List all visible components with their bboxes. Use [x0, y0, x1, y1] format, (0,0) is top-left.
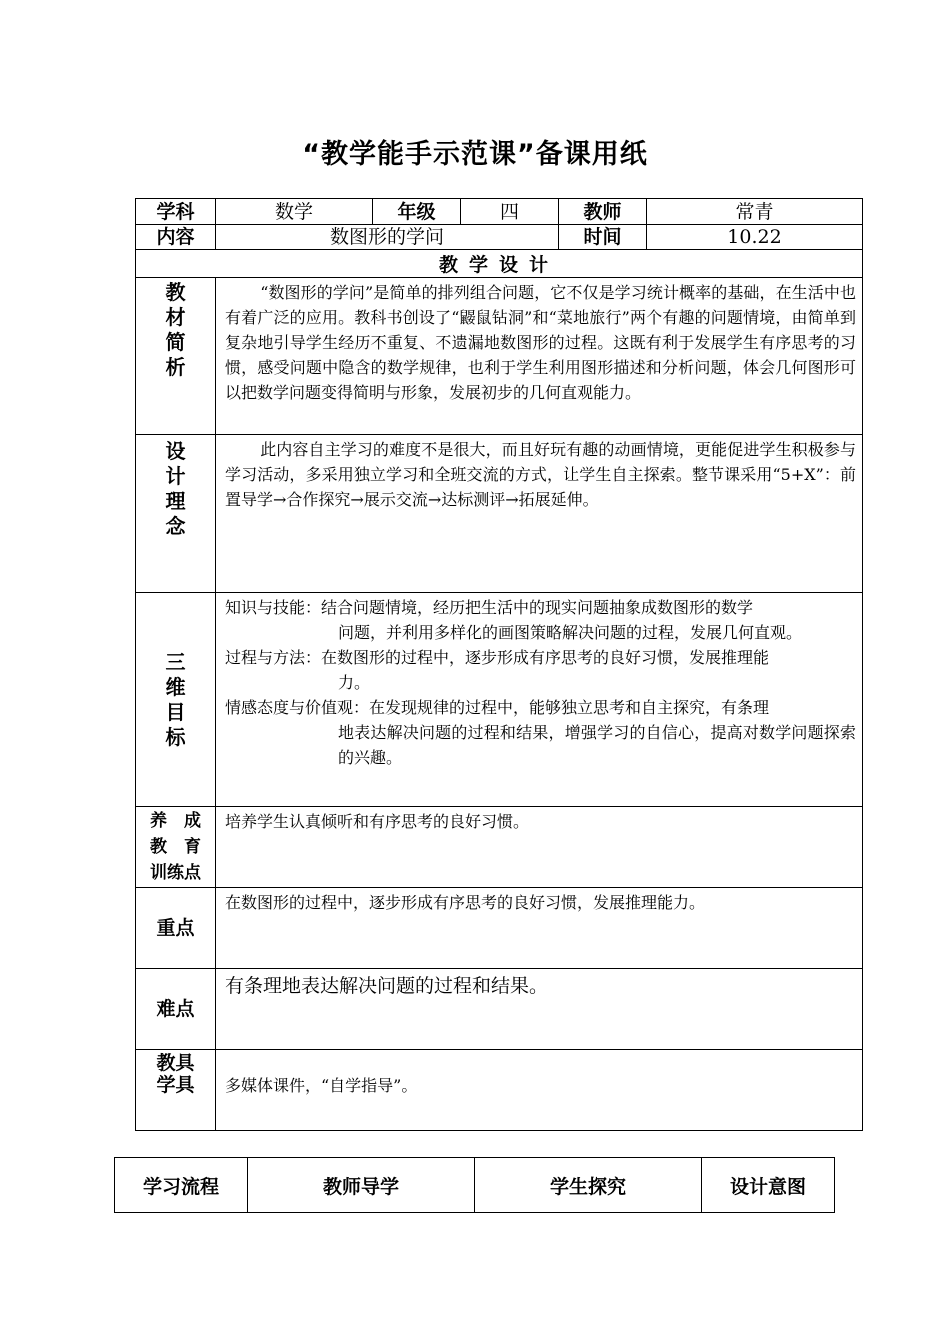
material-text: “数图形的学问”是简单的排列组合问题，它不仅是学习统计概率的基础，在生活中也有着广泛的应用。教科书创设了“鼹鼠钻洞”和“菜地旅行”两个有趣的问题情境，由简单到复杂地引导学生经历不重复、不遗漏地数图形的过程。这既有利于发展学生有序思考的习惯，感受问题中隐含的数学规律，也利于学生利用图形描述和分析问题，体会几何图形可以把数学问题变得简明与形象，发展初步的几何直观能力。	[216, 278, 863, 435]
goals-label: 三 维 目 标	[136, 593, 216, 807]
key-point-row	[136, 888, 863, 969]
flow-col-process: 学习流程	[115, 1158, 248, 1213]
header-row-2	[136, 225, 863, 250]
grade-label: 年级	[373, 199, 461, 225]
header-row-1	[136, 199, 863, 225]
subject-value: 数学	[216, 199, 373, 225]
difficulty-text: 有条理地表达解决问题的过程和结果。	[216, 969, 863, 1050]
flow-table	[114, 1157, 835, 1213]
flow-header-row	[115, 1158, 835, 1213]
goal-emotion: 情感态度与价值观：在发现规律的过程中，能够独立思考和自主探究，有条理 地表达解决问题的过程和结果，增强学习的自信心，提高对数学问题探索的兴趣。	[225, 698, 856, 767]
flow-col-teacher: 教师导学	[248, 1158, 475, 1213]
habit-row	[136, 807, 863, 888]
material-row	[136, 278, 863, 435]
concept-text: 此内容自主学习的难度不是很大，而且好玩有趣的动画情境，更能促进学生积极参与学习活动，多采用独立学习和全班交流的方式，让学生自主探索。整节课采用“5+X”：前置导学→合作探究→展示交流→达标测评→拓展延伸。	[216, 435, 863, 593]
section-title: 教学设计	[136, 250, 863, 278]
content-label: 内容	[136, 225, 216, 250]
tools-label: 教具 学具	[136, 1050, 216, 1131]
goals-row	[136, 593, 863, 807]
teacher-value: 常青	[647, 199, 863, 225]
goals-text	[216, 593, 863, 807]
key-point-text: 在数图形的过程中，逐步形成有序思考的良好习惯，发展推理能力。	[216, 888, 863, 969]
subject-label: 学科	[136, 199, 216, 225]
time-value: 10.22	[647, 225, 863, 250]
concept-label: 设 计 理 念	[136, 435, 216, 593]
habit-text: 培养学生认真倾听和有序思考的良好习惯。	[216, 807, 863, 888]
lesson-plan-table	[135, 198, 863, 1131]
time-label: 时间	[559, 225, 647, 250]
teacher-label: 教师	[559, 199, 647, 225]
flow-col-student: 学生探究	[475, 1158, 702, 1213]
goal-process: 过程与方法：在数图形的过程中，逐步形成有序思考的良好习惯，发展推理能 力。	[225, 648, 770, 692]
difficulty-label: 难点	[136, 969, 216, 1050]
tools-row	[136, 1050, 863, 1131]
section-row	[136, 250, 863, 278]
difficulty-row	[136, 969, 863, 1050]
grade-value: 四	[461, 199, 559, 225]
concept-row	[136, 435, 863, 593]
habit-label: 养 成 教 育 训练点	[136, 807, 216, 888]
flow-col-intent: 设计意图	[702, 1158, 835, 1213]
tools-text: 多媒体课件，“自学指导”。	[216, 1050, 863, 1131]
key-point-label: 重点	[136, 888, 216, 969]
material-label: 教 材 简 析	[136, 278, 216, 435]
page-title: “教学能手示范课”备课用纸	[302, 139, 648, 170]
content-value: 数图形的学问	[216, 225, 559, 250]
goal-knowledge: 知识与技能：结合问题情境，经历把生活中的现实问题抽象成数图形的数学 问题，并利用多样化的画图策略解决问题的过程，发展几何直观。	[225, 598, 803, 642]
